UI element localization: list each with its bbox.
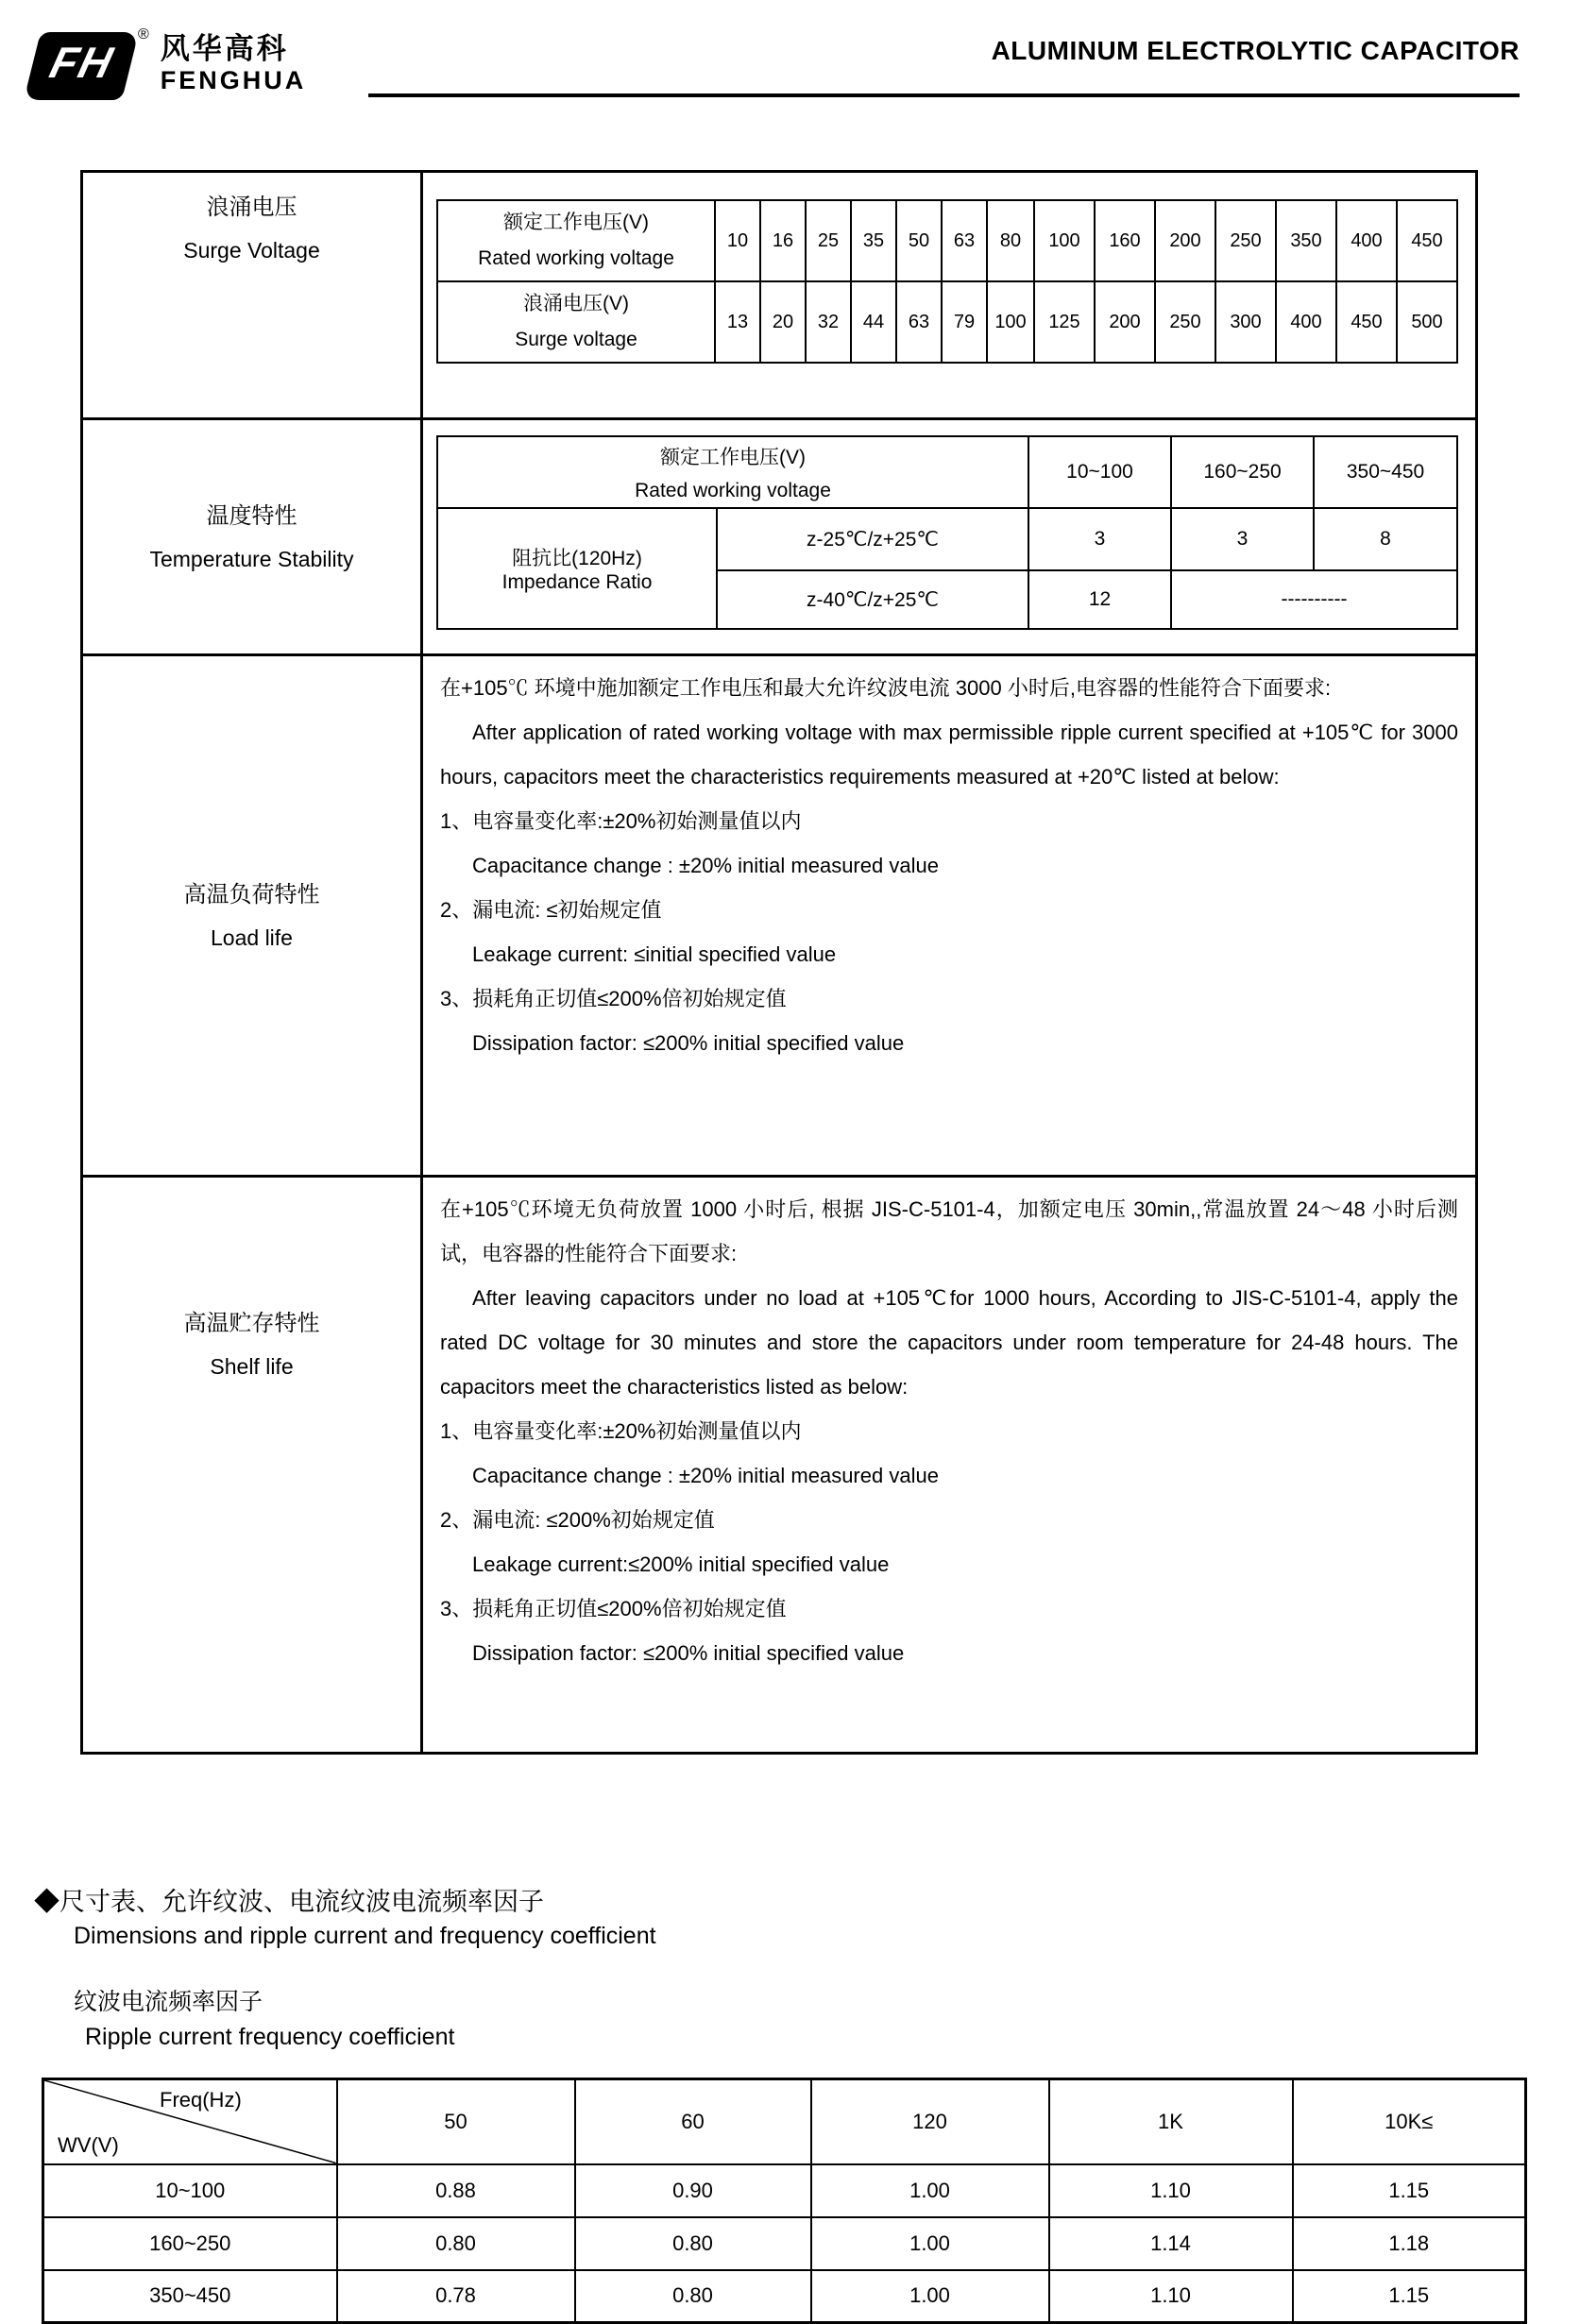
surge-voltage-value: 13: [715, 281, 760, 363]
table-row: [43, 2270, 1526, 2323]
row-label-surge-voltage: 浪涌电压 Surge Voltage: [82, 172, 422, 419]
rated-voltage-header: 额定工作电压(V) Rated working voltage: [437, 436, 1028, 508]
shelf-life-intro-cn: 在+105℃环境无负荷放置 1000 小时后, 根据 JIS-C-5101-4，加额定电压 30min,,常温放置 24～48 小时后测试，电容器的性能符合下面要求:: [440, 1197, 1458, 1265]
load-life-item-cn: 2、漏电流: ≤初始规定值: [440, 898, 662, 922]
coefficient-value: 0.78: [337, 2270, 575, 2323]
coefficient-value: 0.80: [575, 2270, 811, 2323]
surge-voltage-value: 300: [1215, 281, 1276, 363]
fenghua-logo-icon: FH: [24, 32, 139, 100]
load-life-text: [422, 655, 1477, 1177]
ripple-frequency-table: [42, 2078, 1527, 2324]
row-label-shelf-life: 高温贮存特性 Shelf life: [82, 1177, 422, 1754]
coefficient-value: 1.18: [1293, 2217, 1526, 2270]
freq-axis-label: Freq(Hz): [160, 2088, 242, 2112]
surge-voltage-value: 200: [1095, 281, 1155, 363]
rated-voltage-value: 63: [942, 200, 987, 281]
shelf-life-item-cn: 2、漏电流: ≤200%初始规定值: [440, 1508, 715, 1532]
impedance-value-na: ----------: [1171, 570, 1457, 629]
rated-voltage-value: 350: [1276, 200, 1336, 281]
rated-voltage-value: 10: [715, 200, 760, 281]
coefficient-value: 1.00: [811, 2217, 1049, 2270]
rated-voltage-value: 450: [1397, 200, 1457, 281]
surge-voltage-value: 100: [987, 281, 1034, 363]
surge-voltage-label: 浪涌电压(V) Surge voltage: [437, 281, 715, 363]
ripple-subheading-en: Ripple current frequency coefficient: [85, 2024, 455, 2050]
voltage-range: 160~250: [1171, 436, 1314, 508]
spec-table: [80, 170, 1478, 1755]
load-life-intro-cn: 在+105℃ 环境中施加额定工作电压和最大允许纹波电流 3000 小时后,电容器的性能符合下面要求:: [440, 676, 1332, 700]
section-heading-cn: ◆尺寸表、允许纹波、电流纹波电流频率因子: [34, 1888, 544, 1916]
wv-axis-label: WV(V): [58, 2132, 119, 2157]
freq-column-header: 120: [811, 2079, 1049, 2164]
impedance-condition: z-40℃/z+25℃: [717, 570, 1028, 629]
surge-voltage-value: 125: [1034, 281, 1095, 363]
wv-range: 350~450: [43, 2270, 337, 2323]
voltage-range: 350~450: [1314, 436, 1457, 508]
load-life-item-cn: 3、损耗角正切值≤200%倍初始规定值: [440, 987, 787, 1010]
coefficient-value: 0.80: [337, 2217, 575, 2270]
rated-voltage-value: 35: [851, 200, 896, 281]
fenghua-logo: [32, 26, 307, 100]
surge-voltage-value: 250: [1155, 281, 1215, 363]
brand-name-en: FENGHUA: [160, 66, 307, 94]
shelf-life-item-en: Leakage current:≤200% initial specified value: [472, 1552, 890, 1576]
coefficient-value: 1.15: [1293, 2164, 1526, 2217]
rated-voltage-value: 400: [1336, 200, 1397, 281]
freq-column-header: 50: [337, 2079, 575, 2164]
impedance-value: 3: [1028, 508, 1171, 570]
coefficient-value: 1.14: [1049, 2217, 1293, 2270]
coefficient-value: 0.90: [575, 2164, 811, 2217]
freq-column-header: 1K: [1049, 2079, 1293, 2164]
coefficient-value: 1.00: [811, 2270, 1049, 2323]
row-label-load-life: 高温负荷特性 Load life: [82, 655, 422, 1177]
shelf-life-item-cn: 3、损耗角正切值≤200%倍初始规定值: [440, 1597, 787, 1620]
impedance-value: 12: [1028, 570, 1171, 629]
rated-voltage-label: 额定工作电压(V) Rated working voltage: [437, 200, 715, 281]
shelf-life-item-en: Capacitance change : ±20% initial measured value: [472, 1464, 939, 1487]
shelf-life-text: [422, 1177, 1477, 1754]
surge-voltage-value: 32: [806, 281, 851, 363]
registered-trademark-icon: ®: [138, 26, 149, 42]
coefficient-value: 1.15: [1293, 2270, 1526, 2323]
rated-voltage-value: 16: [760, 200, 806, 281]
wv-range: 10~100: [43, 2164, 337, 2217]
load-life-item-en: Leakage current: ≤initial specified value: [472, 942, 837, 966]
rated-voltage-value: 100: [1034, 200, 1095, 281]
freq-wv-corner-cell: [43, 2079, 337, 2164]
voltage-range: 10~100: [1028, 436, 1171, 508]
rated-voltage-value: 80: [987, 200, 1034, 281]
row-label-temperature-stability: 温度特性 Temperature Stability: [82, 419, 422, 655]
brand-name-cn: 风华高科: [160, 32, 289, 65]
surge-voltage-value: 450: [1336, 281, 1397, 363]
shelf-life-item-cn: 1、电容量变化率:±20%初始测量值以内: [440, 1419, 802, 1443]
coefficient-value: 1.00: [811, 2164, 1049, 2217]
table-row: [43, 2217, 1526, 2270]
surge-voltage-value: 63: [896, 281, 942, 363]
rated-voltage-value: 50: [896, 200, 942, 281]
page-title: ALUMINUM ELECTROLYTIC CAPACITOR: [991, 36, 1520, 65]
surge-voltage-value: 500: [1397, 281, 1457, 363]
load-life-intro-en: After application of rated working voltage with max permissible ripple current specified at +105℃ for 3000 hours, capacitors meet the characteristics requirements measured at +20℃ listed at below:: [440, 721, 1458, 789]
shelf-life-item-en: Dissipation factor: ≤200% initial specified value: [472, 1641, 905, 1665]
rated-voltage-value: 160: [1095, 200, 1155, 281]
impedance-ratio-label: 阻抗比(120Hz) Impedance Ratio: [437, 508, 717, 629]
impedance-value: 8: [1314, 508, 1457, 570]
surge-voltage-value: 44: [851, 281, 896, 363]
surge-voltage-cell: [422, 172, 1477, 419]
wv-range: 160~250: [43, 2217, 337, 2270]
coefficient-value: 1.10: [1049, 2164, 1293, 2217]
ripple-subheading-cn: 纹波电流频率因子: [74, 1989, 263, 2015]
impedance-condition: z-25℃/z+25℃: [717, 508, 1028, 570]
brand-text: [161, 32, 307, 94]
coefficient-value: 0.88: [337, 2164, 575, 2217]
load-life-item-en: Capacitance change : ±20% initial measured value: [472, 854, 939, 877]
rated-voltage-value: 25: [806, 200, 851, 281]
freq-column-header: 10K≤: [1293, 2079, 1526, 2164]
freq-column-header: 60: [575, 2079, 811, 2164]
temperature-stability-cell: [422, 419, 1477, 655]
table-row: [43, 2164, 1526, 2217]
surge-voltage-table: [436, 199, 1458, 364]
load-life-item-en: Dissipation factor: ≤200% initial specified value: [472, 1031, 905, 1055]
rated-voltage-value: 200: [1155, 200, 1215, 281]
coefficient-value: 1.10: [1049, 2270, 1293, 2323]
surge-voltage-value: 400: [1276, 281, 1336, 363]
rated-voltage-value: 250: [1215, 200, 1276, 281]
surge-voltage-value: 20: [760, 281, 806, 363]
header-rule: [368, 93, 1520, 97]
section-heading-en: Dimensions and ripple current and frequency coefficient: [74, 1923, 656, 1949]
impedance-ratio-table: [436, 435, 1458, 630]
coefficient-value: 0.80: [575, 2217, 811, 2270]
surge-voltage-value: 79: [942, 281, 987, 363]
shelf-life-intro-en: After leaving capacitors under no load at +105℃for 1000 hours, According to JIS-C-5101-4, apply the rated DC voltage for 30 minutes and store the capacitors under room temperature for 24-48 hours. The capacitors meet the characteristics listed as below:: [440, 1286, 1458, 1399]
impedance-value: 3: [1171, 508, 1314, 570]
load-life-item-cn: 1、电容量变化率:±20%初始测量值以内: [440, 809, 802, 833]
